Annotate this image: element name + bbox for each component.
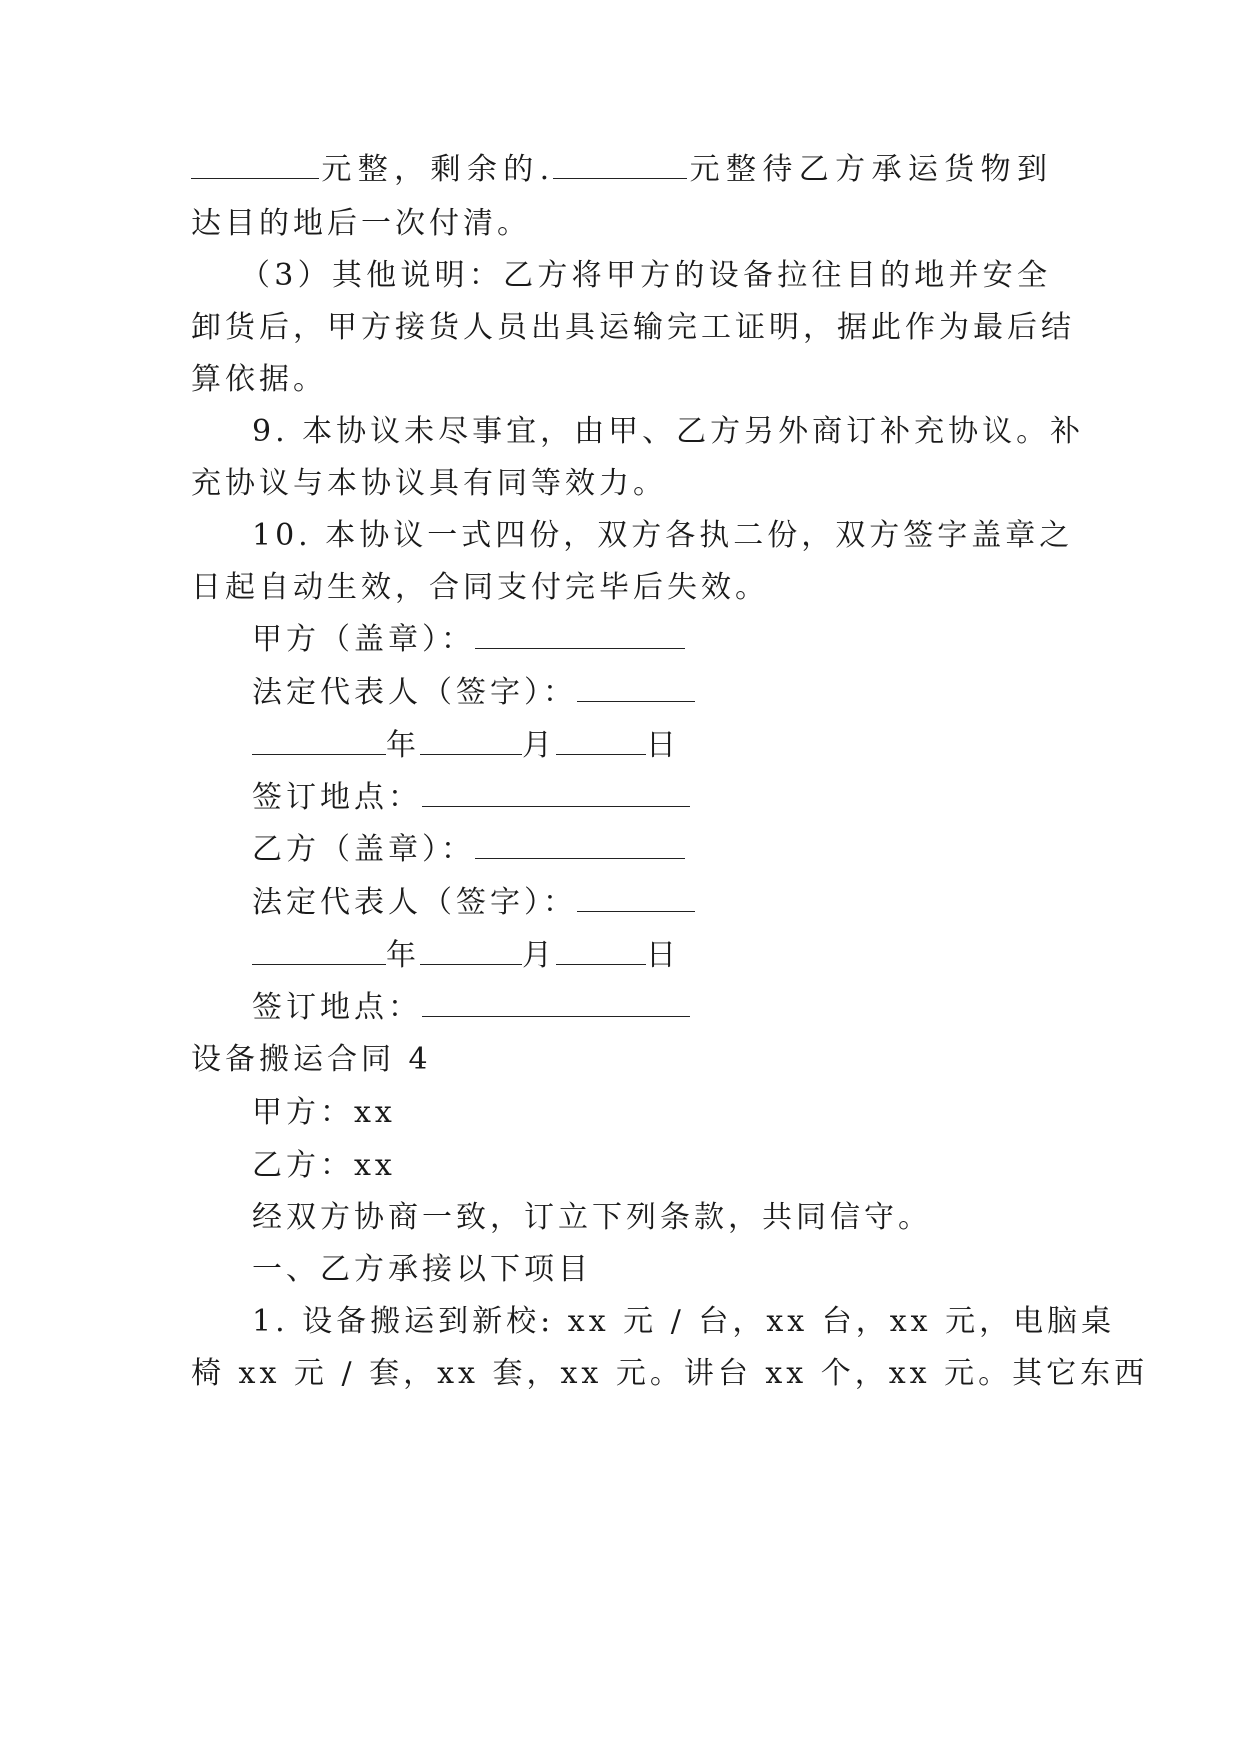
party-a-rep-line — [252, 673, 1112, 713]
section-1-heading: 一、乙方承接以下项目 — [252, 1252, 592, 1287]
party-a-seal-label: 甲方（盖章）： — [252, 622, 475, 657]
party-a-date-line — [252, 726, 1112, 766]
clause-10-line: 10. 本协议一式四份，双方各执二份，双方签字盖章之 — [252, 518, 1074, 553]
party-a-name: 甲方：xx — [252, 1095, 396, 1130]
amount-blank — [553, 150, 687, 179]
party-b-date-line — [252, 936, 1112, 976]
payment-text: 元整待乙方承运货物到 — [687, 152, 1051, 187]
sign-place-label: 签订地点： — [252, 990, 422, 1025]
party-b-seal-label: 乙方（盖章）： — [252, 832, 475, 867]
party-a-rep-label: 法定代表人（签字）： — [252, 675, 577, 710]
signature-blank — [577, 883, 695, 912]
agreement-statement: 经双方协商一致，订立下列条款，共同信守。 — [252, 1200, 932, 1235]
clause-9-line: 充协议与本协议具有同等效力。 — [191, 466, 667, 501]
year-blank — [252, 936, 386, 965]
month-label: 月 — [522, 938, 556, 973]
party-b-place-line — [252, 988, 1112, 1028]
month-blank — [420, 936, 522, 965]
other-notes-line: 卸货后，甲方接货人员出具运输完工证明，据此作为最后结 — [191, 310, 1075, 345]
party-a-place-line — [252, 778, 1112, 818]
contract-4-title: 设备搬运合同 4 — [191, 1042, 432, 1077]
other-notes-line: 算依据。 — [191, 362, 327, 397]
party-b-name: 乙方：xx — [252, 1148, 396, 1183]
day-label: 日 — [646, 728, 680, 763]
sign-place-label: 签订地点： — [252, 780, 422, 815]
seal-blank — [475, 620, 685, 649]
signature-blank — [577, 673, 695, 702]
other-notes-line: （3）其他说明：乙方将甲方的设备拉往目的地并安全 — [240, 258, 1051, 293]
year-label: 年 — [386, 938, 420, 973]
party-b-rep-line — [252, 883, 1112, 923]
day-blank — [556, 726, 646, 755]
party-b-seal-line — [252, 830, 1112, 870]
year-label: 年 — [386, 728, 420, 763]
payment-line-end: 达目的地后一次付清。 — [191, 206, 531, 241]
item-1-line: 椅 xx 元 / 套，xx 套，xx 元。讲台 xx 个，xx 元。其它东西 — [191, 1356, 1149, 1391]
item-1-line: 1. 设备搬运到新校: xx 元 / 台，xx 台，xx 元，电脑桌 — [252, 1304, 1116, 1339]
payment-text: 元整，剩余的. — [319, 152, 554, 187]
amount-blank — [191, 150, 319, 179]
place-blank — [422, 988, 690, 1017]
place-blank — [422, 778, 690, 807]
month-label: 月 — [522, 728, 556, 763]
month-blank — [420, 726, 522, 755]
party-b-rep-label: 法定代表人（签字）： — [252, 885, 577, 920]
clause-9-line: 9. 本协议未尽事宜，由甲、乙方另外商订补充协议。补 — [252, 414, 1085, 449]
day-label: 日 — [646, 938, 680, 973]
day-blank — [556, 936, 646, 965]
year-blank — [252, 726, 386, 755]
clause-10-line: 日起自动生效，合同支付完毕后失效。 — [191, 570, 769, 605]
seal-blank — [475, 830, 685, 859]
payment-line — [191, 150, 1051, 190]
party-a-seal-line — [252, 620, 1112, 660]
